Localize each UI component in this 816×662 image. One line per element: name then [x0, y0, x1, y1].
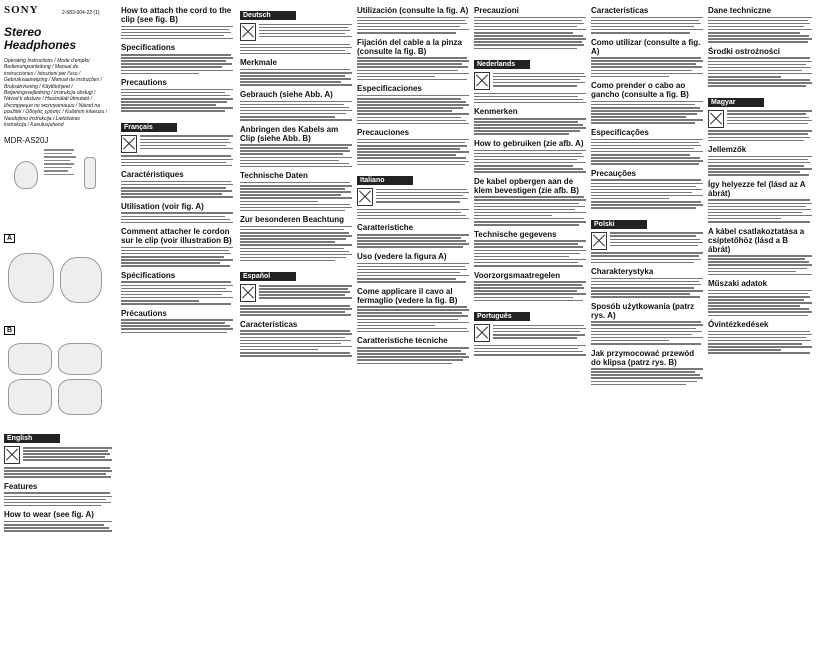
section-heading: Precauciones [357, 128, 410, 138]
section-heading: Zur besonderen Beachtung [240, 215, 345, 225]
section-heading: Így helyezze fel (lásd az A ábrát) [708, 179, 806, 198]
section-heading: Especificações [591, 127, 649, 137]
section [708, 145, 812, 176]
language-list [4, 58, 112, 128]
body-text [4, 467, 112, 478]
weee-notice [4, 445, 112, 465]
section-heading: Gebrauch (siehe Abb. A) [240, 89, 333, 99]
body-text [121, 155, 233, 166]
section-heading: Specifications [121, 43, 176, 53]
body-text [357, 306, 469, 332]
section [708, 320, 812, 354]
section [240, 125, 352, 168]
body-text [474, 150, 586, 173]
section-heading: Środki ostrożności [708, 46, 781, 56]
weee-notice [240, 22, 352, 42]
section-heading: Caratteristiche tecniche [357, 336, 448, 346]
body-text [259, 283, 352, 300]
body-text [474, 93, 586, 104]
section [708, 180, 812, 223]
body-text [357, 234, 469, 248]
language-line: Bruksanvisning / Käyttöohjeet / [4, 83, 73, 90]
body-text [357, 139, 469, 165]
title-line-1: Stereo [4, 25, 42, 39]
body-text [357, 263, 469, 283]
language-line: Bedienungsanleitung / Manual de [4, 64, 79, 71]
section [591, 267, 703, 298]
section-heading: Óvintézkedések [708, 320, 769, 330]
section [591, 213, 703, 263]
document-code: 2-583-004-22 (1) [62, 10, 100, 16]
section [357, 336, 469, 364]
section-heading: How to gebruiken (zie afb. A) [474, 138, 584, 148]
weee-notice [708, 109, 812, 129]
section [357, 128, 469, 165]
figure-a [4, 247, 112, 317]
body-text [240, 101, 352, 121]
column-5 [474, 4, 586, 658]
body-text [121, 247, 233, 267]
body-text [240, 44, 352, 55]
body-text [121, 26, 233, 40]
section-heading: Utilización (consulte la fig. A) [357, 6, 469, 15]
section-heading: Utilisation (voir fig. A) [121, 201, 204, 211]
language-heading: Italiano [357, 176, 413, 185]
section-heading: Uso (vedere la figura A) [357, 251, 447, 261]
section [474, 271, 586, 302]
body-text [727, 109, 812, 126]
column-6 [591, 4, 703, 658]
body-text [376, 187, 469, 204]
language-heading: Español [240, 272, 296, 281]
product-title [4, 26, 112, 52]
body-text [259, 22, 352, 39]
body-text [474, 281, 586, 301]
body-text [610, 231, 703, 248]
sony-logo: SONY [4, 4, 39, 16]
section [240, 58, 352, 86]
section-heading: How to attach the cord to the clip (see fig. B) [121, 6, 232, 24]
body-text [708, 290, 812, 316]
weee-notice [591, 231, 703, 251]
section [591, 349, 703, 386]
section [240, 320, 352, 357]
section [121, 309, 233, 333]
crossed-bin-icon [474, 72, 490, 90]
section [240, 4, 352, 54]
body-text [591, 17, 703, 34]
section-heading: Precauzioni [474, 6, 519, 15]
section-heading: Charakterystyka [591, 267, 654, 277]
section [240, 90, 352, 121]
figure-b-label: B [4, 326, 15, 335]
section-heading: Comment attacher le cordon sur le clip (voir illustration B) [121, 227, 232, 246]
weee-notice [474, 71, 586, 91]
body-text [121, 54, 233, 74]
body-text [591, 139, 703, 165]
body-text [357, 347, 469, 364]
section-heading: Jellemzők [708, 145, 747, 155]
section-heading: Sposób użytkowania (patrz rys. A) [591, 301, 695, 320]
section [474, 107, 586, 135]
section [357, 223, 469, 247]
section [708, 6, 812, 43]
body-text [357, 17, 469, 34]
crossed-bin-icon [708, 110, 724, 128]
product-overview-figure [4, 147, 112, 225]
language-heading: Français [121, 123, 177, 132]
crossed-bin-icon [591, 232, 607, 250]
section [474, 305, 586, 355]
section [474, 6, 586, 49]
body-text [708, 331, 812, 354]
body-text [708, 17, 812, 43]
section [121, 202, 233, 223]
column-4 [357, 4, 469, 658]
language-heading: Magyar [708, 98, 764, 107]
section-heading: Műszaki adatok [708, 279, 768, 289]
crossed-bin-icon [474, 324, 490, 342]
body-text [708, 130, 812, 141]
body-text [240, 305, 352, 316]
section [121, 116, 233, 166]
section [474, 53, 586, 103]
section [4, 427, 112, 477]
body-text [4, 492, 112, 506]
section [121, 43, 233, 74]
body-text [591, 321, 703, 344]
body-text [121, 89, 233, 112]
language-line: Betjeningsvejledning / Instrukcja obsługi / [4, 90, 96, 97]
body-text [474, 240, 586, 266]
section-heading: Features [4, 481, 38, 491]
body-text [708, 156, 812, 176]
head-illustration [14, 161, 38, 189]
section [591, 81, 703, 124]
section-heading: Kenmerken [474, 107, 518, 117]
weee-notice [121, 134, 233, 154]
body-text [591, 278, 703, 298]
body-text [474, 118, 586, 135]
section [474, 139, 586, 173]
body-text [493, 323, 586, 340]
section-heading: Précautions [121, 308, 167, 318]
column-1 [4, 4, 112, 658]
language-line: Gebruiksaanwijzing / Manual de instruções / [4, 77, 102, 84]
section [121, 6, 233, 39]
body-text [121, 319, 233, 333]
section [591, 6, 703, 34]
language-line: použitie / Οδηγίες χρήσης / Kullanım kılavuzu / [4, 109, 108, 116]
column-7 [708, 4, 812, 658]
body-text [23, 445, 112, 462]
crossed-bin-icon [4, 446, 20, 464]
section-heading: Características [240, 319, 298, 329]
section [357, 169, 469, 219]
section [4, 510, 112, 531]
language-heading: Deutsch [240, 11, 296, 20]
section-heading: Caratteristiche [357, 223, 414, 233]
section-heading: A kábel csatlakoztatása a csíptetőhöz (lásd a B ábrát) [708, 226, 805, 254]
language-line: Naudojimo instrukcija / Lietošanas [4, 115, 80, 122]
section [121, 227, 233, 267]
section-heading: Especificaciones [357, 84, 422, 94]
language-line: Инструкция по эксплуатации / Návod na [4, 102, 100, 109]
body-text [240, 182, 352, 211]
body-text [357, 95, 469, 124]
section [240, 215, 352, 261]
language-line: instrucciones / Istruzioni per l'uso / [4, 70, 81, 77]
section [474, 177, 586, 226]
section-heading: Anbringen des Kabels am Clip (siehe Abb. B) [240, 124, 339, 143]
section-heading: Dane techniczne [708, 6, 772, 15]
section [708, 227, 812, 276]
section [357, 38, 469, 81]
crossed-bin-icon [240, 23, 256, 41]
body-text [4, 521, 112, 532]
section-heading: Jak przymocować przewód do klipsa (patrz rys. B) [591, 348, 695, 367]
figure-a-ear-right [60, 257, 102, 303]
body-text [240, 330, 352, 356]
section-heading: How to wear (see fig. A) [4, 510, 94, 520]
section [708, 91, 812, 141]
body-text [474, 17, 586, 49]
section-heading: Technische Daten [240, 171, 308, 181]
section-heading: Technische gegevens [474, 229, 557, 239]
section [591, 169, 703, 209]
body-text [240, 226, 352, 262]
section [591, 38, 703, 78]
body-text [708, 199, 812, 222]
section [4, 482, 112, 506]
section-heading: Precautions [121, 78, 167, 88]
body-text [140, 134, 233, 151]
figure-b-clip-1 [8, 343, 52, 375]
body-text [357, 57, 469, 80]
section [357, 287, 469, 333]
body-text [121, 212, 233, 223]
body-text [493, 71, 586, 88]
section-heading: De kabel opbergen aan de klem bevestigen (zie afb. B) [474, 176, 579, 195]
section [357, 84, 469, 124]
section [474, 230, 586, 267]
figure-b [4, 339, 112, 425]
crossed-bin-icon [357, 188, 373, 206]
crossed-bin-icon [240, 284, 256, 302]
figure-b-clip-4 [58, 379, 102, 415]
section-heading: Precauções [591, 168, 636, 178]
section [708, 279, 812, 316]
section [121, 271, 233, 305]
language-heading: Nederlands [474, 60, 530, 69]
language-heading: English [4, 434, 60, 443]
body-text [357, 209, 469, 220]
section-heading: Fijación del cable a la pinza (consulte la fig. B) [357, 37, 462, 56]
body-text [474, 345, 586, 356]
section [357, 6, 469, 34]
body-text [708, 255, 812, 275]
weee-notice [357, 187, 469, 207]
section-heading: Como prender o cabo ao gancho (consulte a fig. B) [591, 81, 689, 100]
section [591, 128, 703, 165]
section [357, 252, 469, 283]
body-text [240, 69, 352, 86]
earphone-illustration [84, 157, 96, 189]
column-2 [121, 4, 233, 658]
body-text [474, 196, 586, 225]
section [591, 302, 703, 345]
language-heading: Polski [591, 220, 647, 229]
section-heading: Caractéristiques [121, 170, 184, 180]
body-text [591, 368, 703, 385]
weee-notice [474, 323, 586, 343]
section [240, 265, 352, 315]
body-text [708, 57, 812, 86]
figure-a-label: A [4, 234, 15, 243]
body-text [591, 252, 703, 263]
section-heading: Come applicare il cavo al fermaglio (vedere la fig. B) [357, 286, 458, 305]
language-heading: Português [474, 312, 530, 321]
body-text [121, 181, 233, 198]
body-text [121, 281, 233, 304]
language-line: Návod k obsluze / Használati útmutató / [4, 96, 93, 103]
body-text [591, 101, 703, 124]
weee-notice [240, 283, 352, 303]
part-labels [44, 147, 76, 177]
body-text [591, 179, 703, 208]
section [121, 78, 233, 112]
body-text [240, 144, 352, 167]
language-line: instrukcija / Kasutusjuhend [4, 122, 64, 129]
figure-b-clip-3 [8, 379, 52, 415]
column-1-body [4, 427, 112, 531]
section-heading: Spécifications [121, 270, 176, 280]
section-heading: Voorzorgsmaatregelen [474, 270, 561, 280]
section [240, 171, 352, 211]
section-heading: Características [591, 6, 649, 15]
section-heading: Como utilizar (consulte a fig. A) [591, 37, 701, 56]
section [121, 170, 233, 198]
section-heading: Merkmale [240, 58, 277, 68]
title-line-2: Headphones [4, 38, 77, 52]
section [708, 47, 812, 87]
body-text [591, 57, 703, 77]
language-line: Operating Instructions / Mode d'emploi [4, 58, 90, 64]
figure-a-ear-left [8, 253, 54, 303]
figure-b-clip-2 [58, 343, 102, 375]
column-3 [240, 4, 352, 658]
model-number: MDR-AS20J [4, 136, 49, 146]
crossed-bin-icon [121, 135, 137, 153]
